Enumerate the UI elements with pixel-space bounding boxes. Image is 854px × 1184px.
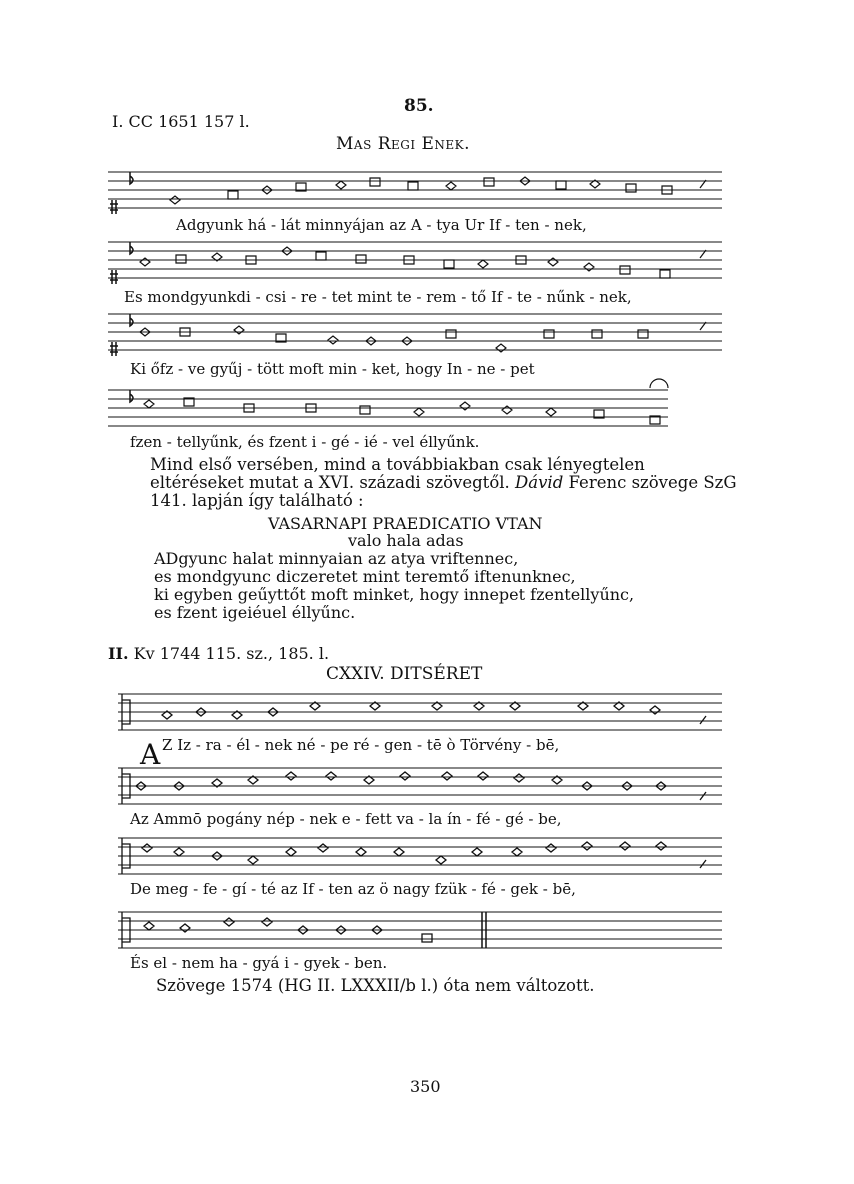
quote-title: VASARNAPI PRAEDICATIO VTAN xyxy=(268,514,543,533)
lyrics-line: Adgyunk há - lát minnyájan az A - tya Ur If - ten - nek, xyxy=(176,216,587,234)
lyrics-line: Z Iz - ra - él - nek né - pe ré - gen - tē ò Törvény - bē, xyxy=(162,736,560,754)
lyrics-line: Ki őfz - ve gyűj - tött moft min - ket, hogy In - ne - pet xyxy=(130,360,535,378)
source-reference-1: I. CC 1651 157 l. xyxy=(112,112,250,131)
initial-letter: A xyxy=(140,738,161,771)
lyrics-line: Es mondgyunkdi - csi - re - tet mint te - rem - tő If - te - nűnk - nek, xyxy=(124,288,632,306)
closing-note: Szövege 1574 (HG II. LXXXII/b l.) óta nem változott. xyxy=(156,976,595,995)
source-reference-2: II. Kv 1744 115. sz., 185. l. xyxy=(108,644,330,663)
quote-line: es fzent igeiéuel éllyűnc. xyxy=(154,603,356,622)
lyrics-line: És el - nem ha - gyá i - gyek - ben. xyxy=(130,954,388,972)
lyrics-line: Az Ammō pogány nép - nek e - fett va - la ín - fé - gé - be, xyxy=(130,810,562,828)
quote-line: ki egyben geűyttőt moft minket, hogy innepet fzentellyűnc, xyxy=(154,585,635,604)
quote-subtitle: valo hala adas xyxy=(348,531,464,550)
lyrics-line: De meg - fe - gí - té az If - ten az ö nagy fzük - fé - gek - bē, xyxy=(130,880,576,898)
hymn-title-1: Mas Regi Enek. xyxy=(336,134,471,154)
quote-line: ADgyunc halat minnyaian az atya vriftennec, xyxy=(154,549,519,568)
page-number: 85. xyxy=(404,96,434,116)
hymn-title-2: CXXIV. DITSÉRET xyxy=(326,664,483,684)
footer-page-number: 350 xyxy=(410,1077,441,1096)
lyrics-line: fzen - tellyűnk, és fzent i - gé - ié - vel éllyűnk. xyxy=(130,433,480,451)
commentary-paragraph: Mind első versében, mind a továbbiakban csak lényegtelen eltéréseket mutat a XVI. századi szövegtől. Dávid Ferenc szövege SzG 141. lapján így található : xyxy=(150,455,737,510)
quote-line: es mondgyunc diczeretet mint teremtő iftenunknec, xyxy=(154,567,576,586)
